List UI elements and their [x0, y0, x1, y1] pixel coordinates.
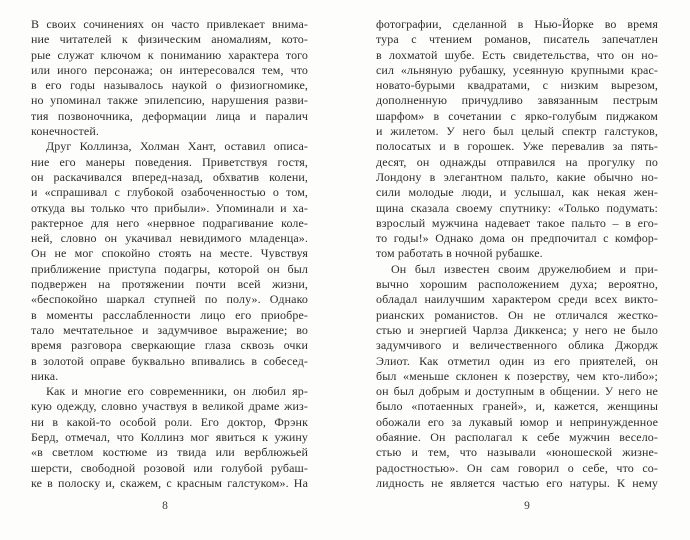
page-number-left: 8: [162, 500, 168, 512]
text-line: кую одежду, словно участвуя в великой драме жиз-: [31, 399, 308, 414]
text-line: щина сказала своему спутнику: «Только подумать:: [376, 200, 658, 215]
text-line: Друг Коллинза, Холман Хант, оставил описа-: [46, 139, 308, 154]
text-line: рактерное для него «нервное подрагивание коле-: [31, 215, 308, 230]
text-line: десят, он однажды отправился на прогулку по: [376, 154, 658, 169]
text-line: подвержен на протяжении почти всей жизни,: [31, 277, 308, 292]
text-line: он раскачивался вперед-назад, обхватив колени,: [31, 169, 308, 184]
page-text-left: [31, 17, 308, 491]
text-line: но упоминал также эпилепсию, нарушения разви-: [31, 93, 308, 108]
text-line: «в светлом костюме из твида или верблюжьей: [31, 445, 308, 460]
text-line: время разговора сверкающие глаза сквозь очки: [31, 338, 308, 353]
text-line: обаяние. Он располагал к себе мужчин весело-: [376, 430, 658, 445]
text-line: рые служат ключом к пониманию характера того: [31, 47, 308, 62]
text-line: в золотой оправе буквально впивались в собесед-: [31, 353, 308, 368]
text-line: задумчивого и величественного облика Джордж: [376, 338, 658, 353]
page-number-right: 9: [524, 500, 530, 512]
text-line: Он не мог спокойно стоять на месте. Чувствуя: [31, 246, 308, 261]
text-line: шерсти, свободной розовой или голубой рубаш-: [31, 460, 308, 475]
text-line: ние его манеры поведения. Приветствуя гостя,: [31, 154, 308, 169]
text-line: он был добрым и доступным в общении. У него не: [376, 384, 658, 399]
text-line: Берд, отмечал, что Коллинз мог явиться к ужину: [31, 430, 308, 445]
text-line: «беспокойно шаркал ступней по полу». Однако: [31, 292, 308, 307]
text-line: Как и многие его современники, он любил яр-: [46, 384, 308, 399]
text-line: вычно хорошим расположением духа; вероятно,: [376, 277, 658, 292]
text-line: откуда вы только что прибыли». Упоминали и ха-: [31, 200, 308, 215]
text-line: радостностью». Он сам говорил о себе, что со-: [376, 460, 658, 475]
text-line: В своих сочинениях он часто привлекает внима-: [31, 17, 308, 31]
text-line: том работать в ночной рубашке.: [376, 246, 543, 261]
text-line: обожали его за лукавый юмор и непринужденное: [376, 414, 658, 429]
text-line: взрослый мужчина надевает такое пальто – в его-: [376, 215, 658, 230]
book-page-right: [345, 0, 690, 540]
text-line: шарфом» в сочетании с ярко-голубым пиджаком: [376, 108, 658, 123]
text-line: тия позвоночника, деформации лица и паралич: [31, 108, 308, 123]
text-line: в лохматой шубе. Есть свидетельства, что он но-: [376, 47, 658, 62]
text-line: новато-бурыми квадратами, с низким вырезом,: [376, 78, 658, 93]
text-line: в его годы называлось наукой о физиогномике,: [31, 78, 308, 93]
text-line: фотографии, сделанной в Нью-Йорке во время: [376, 17, 658, 31]
text-line: ни в какой-то особой роли. Его доктор, Фрэнк: [31, 414, 308, 429]
text-line: тура с чтением романов, писатель запечатлен: [376, 32, 658, 47]
text-line: лидность не является частью его натуры. К нему: [376, 475, 658, 490]
text-line: стью и энергией Чарлза Диккенса; у него не было: [376, 322, 658, 337]
text-line: полосатых и в горошек. Уже перевалив за пять-: [376, 139, 658, 154]
text-line: ке в полоску и, скажем, с красным галстуком». На: [31, 475, 308, 490]
text-line: Он был известен своим дружелюбием и при-: [391, 261, 658, 276]
text-line: и жилетом. У него был целый спектр галстуков,: [376, 124, 658, 139]
text-line: в моменты расслабленности лицо его приобре-: [31, 307, 308, 322]
text-line: ние читателей к физическим аномалиям, кото-: [31, 32, 308, 47]
text-line: было «потаенных граней», и, кажется, женщины: [376, 399, 658, 414]
page-text-right: [376, 17, 658, 491]
text-line: конечностей.: [31, 124, 99, 139]
text-line: обладал наилучшим характером среди всех викто-: [376, 292, 658, 307]
text-line: стью и тем, что называли «юношеской жизне-: [376, 445, 658, 460]
text-line: ника.: [31, 368, 59, 383]
text-line: тало мечтательное и задумчивое выражение; во: [31, 322, 308, 337]
text-line: то годы!» Однако дома он предпочитал с комфор-: [376, 231, 658, 246]
text-line: сил «льняную рубашку, усеянную крупными крас-: [376, 62, 658, 77]
text-line: дополненную причудливо завязанным пестрым: [376, 93, 658, 108]
text-line: был «меньше склонен к позерству, чем кто-либо»;: [376, 368, 658, 383]
text-line: рианских романистов. Он не отличался жестко-: [376, 307, 658, 322]
text-line: ней, словно он укачивал невидимого младенца».: [31, 231, 308, 246]
text-line: Элиот. Как отметил один из его приятелей, он: [376, 353, 658, 368]
text-line: Лондону в элегантном пальто, какие обычно но-: [376, 169, 658, 184]
text-line: или иного персонажа; он интересовался тем, что: [31, 62, 308, 77]
text-line: и «спрашивал с глубокой озабоченностью о том,: [31, 185, 308, 200]
text-line: сили молодые люди, и услышал, как некая жен-: [376, 185, 658, 200]
text-line: приближение приступа подагры, которой он был: [31, 261, 308, 276]
